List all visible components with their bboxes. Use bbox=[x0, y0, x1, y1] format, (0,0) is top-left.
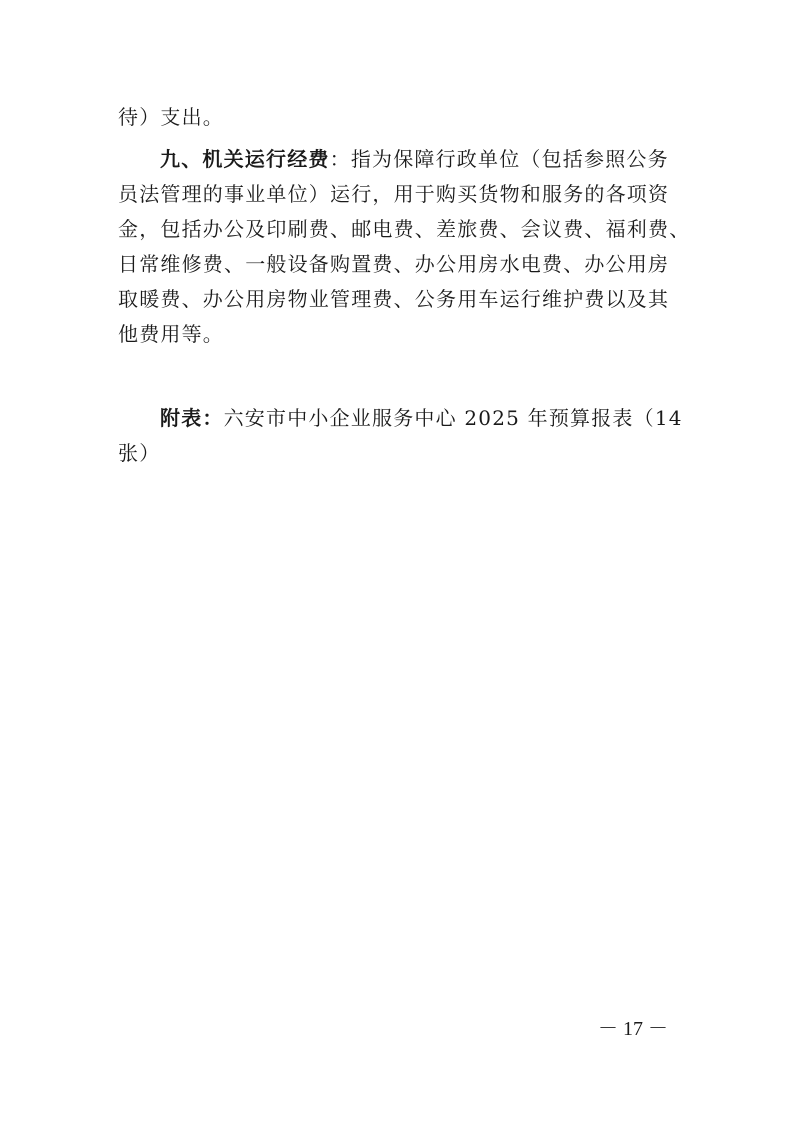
section-nine-line-6 bbox=[118, 320, 224, 348]
section-nine-heading: 九、机关运行经费 bbox=[160, 147, 330, 171]
paragraph-line bbox=[118, 103, 224, 131]
section-nine-text: 员法管理的事业单位）运行，用于购买货物和服务的各项资 bbox=[118, 182, 670, 206]
section-nine-line-4 bbox=[118, 250, 669, 278]
section-nine-text: 取暖费、办公用房物业管理费、公务用车运行维护费以及其 bbox=[118, 287, 670, 311]
section-nine-text: 日常维修费、一般设备购置费、办公用房水电费、办公用房 bbox=[118, 252, 670, 276]
section-nine-line-3 bbox=[118, 215, 690, 243]
appendix-text: 张） bbox=[118, 441, 161, 465]
section-nine-text: 指为保障行政单位（包括参照公务 bbox=[350, 147, 669, 171]
section-nine-line-2 bbox=[118, 180, 669, 208]
heading-colon: ： bbox=[329, 147, 351, 171]
section-nine-text: 金，包括办公及印刷费、邮电费、差旅费、会议费、福利费、 bbox=[118, 217, 691, 241]
page-number: － 17 － bbox=[598, 1018, 668, 1040]
section-nine-line-5 bbox=[118, 285, 669, 313]
text-continuation: 待）支出。 bbox=[118, 105, 224, 129]
appendix-line-1 bbox=[160, 404, 683, 432]
appendix-text: 六安市中小企业服务中心 2025 年预算报表（14 bbox=[223, 406, 683, 430]
section-nine-line-1 bbox=[160, 145, 669, 173]
appendix-line-2 bbox=[118, 439, 160, 467]
appendix-label: 附表： bbox=[160, 406, 224, 430]
section-nine-text: 他费用等。 bbox=[118, 322, 224, 346]
